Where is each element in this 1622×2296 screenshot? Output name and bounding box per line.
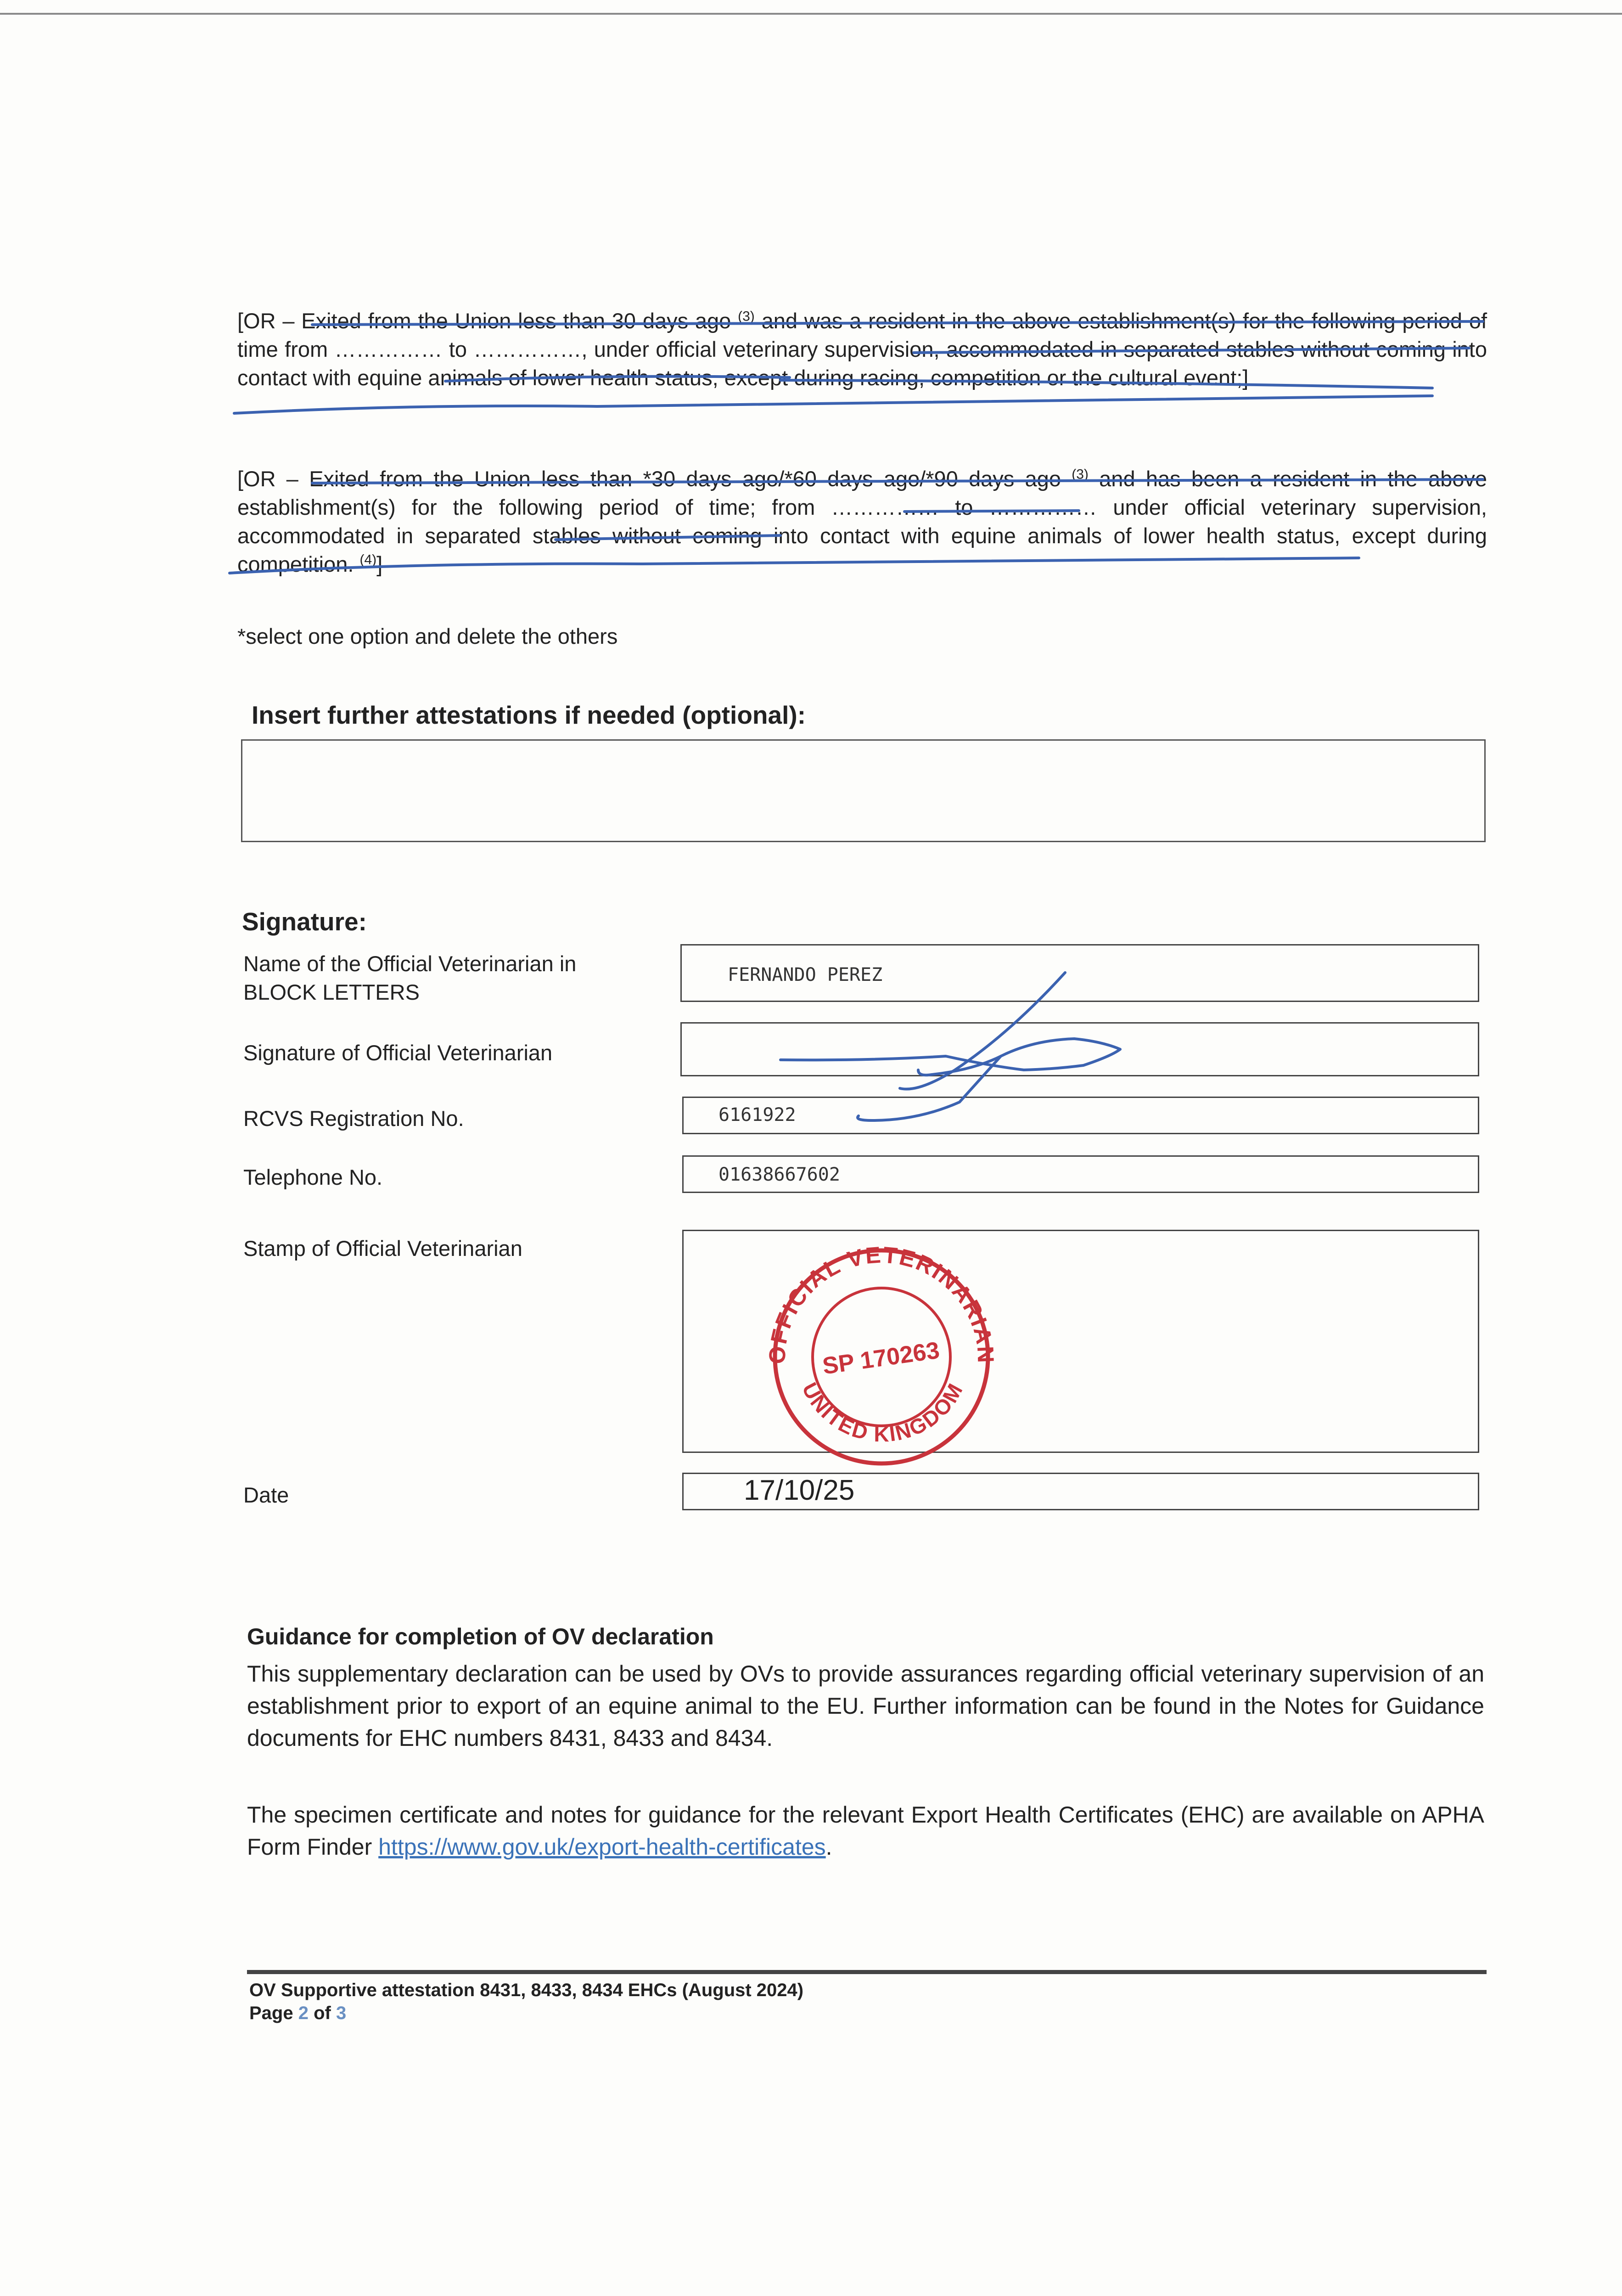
strike-line xyxy=(234,396,1432,413)
export-health-certificates-link[interactable]: https://www.gov.uk/export-health-certificates xyxy=(378,1834,826,1860)
stamp-top-text: OFFICIAL VETERINARIAN xyxy=(764,1242,999,1365)
option-a-footnote-ref: (3) xyxy=(738,309,755,324)
page-word: Page xyxy=(249,2003,293,2023)
telephone-value: 01638667602 xyxy=(718,1164,840,1185)
guidance-paragraph-1: This supplementary declaration can be used by OVs to provide assurances regarding official veterinary supervision of an establishment prior to export of an equine animal to the EU. Further information can be found in the Notes for Guidance documents for EHC numbers 8431, 8433 and 8434. xyxy=(247,1661,1484,1751)
top-rule xyxy=(0,13,1622,15)
select-option-note: *select one option and delete the others xyxy=(237,624,618,648)
option-b-text-start: [OR – Exited from the Union less than *30 days ago/*60 days ago/*90 days ago xyxy=(237,467,1061,491)
name-label: Name of the Official Veterinarian in BLOCK LETTERS xyxy=(243,951,577,1004)
signature-title: Signature: xyxy=(242,907,367,936)
rcvs-field[interactable] xyxy=(682,1097,1479,1134)
telephone-label: Telephone No. xyxy=(243,1165,383,1189)
option-a-paragraph xyxy=(237,307,1487,392)
guidance-paragraph-2-text: The specimen certificate and notes for guidance for the relevant Export Health Certificates (EHC) are available on APHA Form Finder xyxy=(247,1802,1484,1860)
guidance-paragraph-2 xyxy=(247,1799,1484,1863)
page-current: 2 xyxy=(298,2003,309,2023)
guidance-title: Guidance for completion of OV declaration xyxy=(247,1624,714,1649)
guidance-link-suffix: . xyxy=(825,1834,832,1860)
page-total: 3 xyxy=(336,2003,347,2023)
footer-title: OV Supportive attestation 8431, 8433, 8434 EHCs (August 2024) xyxy=(249,1980,804,2000)
footer-rule xyxy=(247,1970,1487,1974)
name-value: FERNANDO PEREZ xyxy=(728,964,883,985)
further-attestations-title: Insert further attestations if needed (optional): xyxy=(252,701,806,729)
signature-field[interactable] xyxy=(680,1022,1479,1076)
page-number xyxy=(249,2003,346,2024)
option-b-footnote-ref-4: (4) xyxy=(359,552,377,568)
option-b-text-mid: and has been a resident in the above establishment(s) for the following period of time; from …………… to …………… under official veterinary supervision, accommodated in separated stables without coming into contact with equine animals of lower health status, except during competition. xyxy=(237,467,1487,576)
stamp-code: SP 170263 xyxy=(821,1337,942,1380)
official-veterinarian-stamp xyxy=(753,1240,1010,1469)
of-word: of xyxy=(314,2003,331,2023)
stamp-bottom-text: UNITED KINGDOM xyxy=(797,1378,968,1446)
stamp-label: Stamp of Official Veterinarian xyxy=(243,1236,522,1261)
rcvs-value: 6161922 xyxy=(718,1104,796,1125)
further-attestations-box[interactable] xyxy=(241,739,1486,842)
rcvs-label: RCVS Registration No. xyxy=(243,1106,464,1131)
option-b-text-end: ] xyxy=(376,552,383,576)
option-a-text-start: [OR – Exited from the Union less than 30 days ago xyxy=(237,309,731,333)
date-label: Date xyxy=(243,1483,289,1507)
date-value: 17/10/25 xyxy=(744,1474,855,1506)
option-b-paragraph xyxy=(237,465,1487,579)
option-b-footnote-ref-3: (3) xyxy=(1072,467,1089,482)
signature-label: Signature of Official Veterinarian xyxy=(243,1041,553,1065)
option-a-text-end: and was a resident in the above establishment(s) for the following period of time from …………… to ……………, under official veterinary supervision, accommodated in separated stables without coming into contact with equine animals of lower health status, except during racing, competition or the cultural event;] xyxy=(237,309,1487,390)
